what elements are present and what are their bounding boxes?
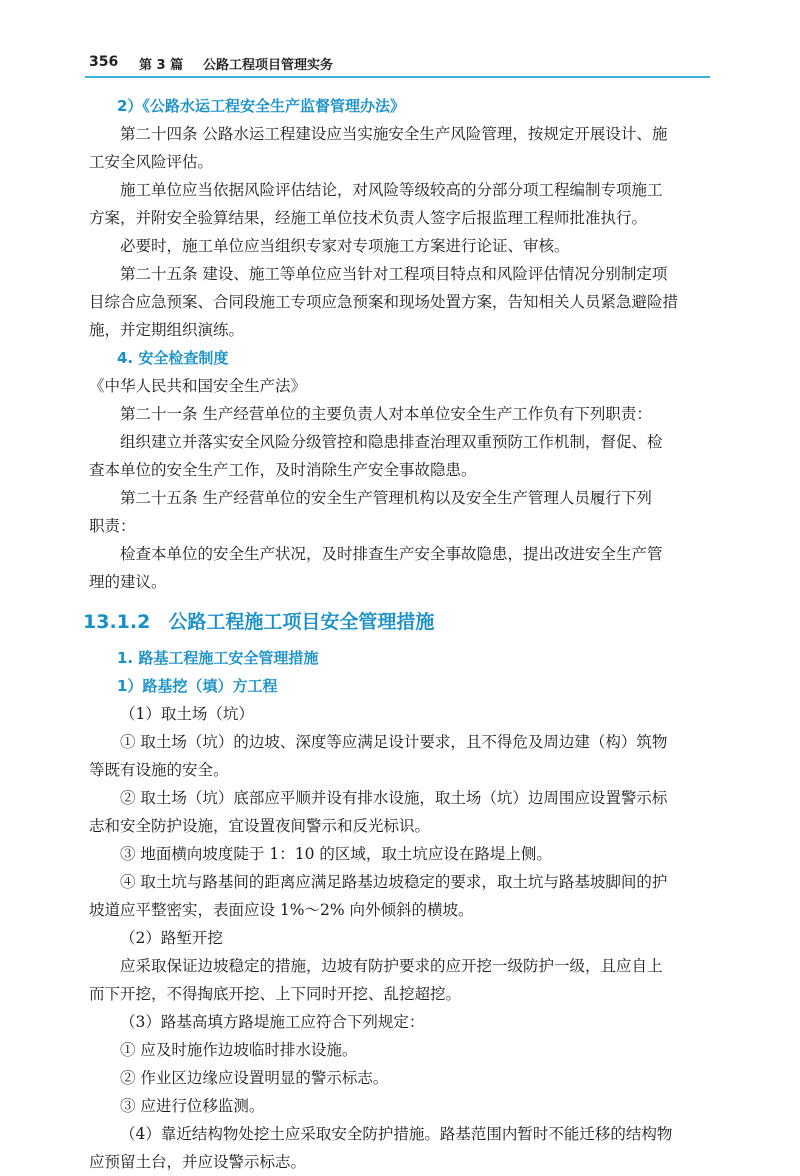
paragraph-line: 第二十一条 生产经营单位的主要负责人对本单位安全生产工作负有下列职责： xyxy=(120,405,652,423)
section-number: 13.1.2 xyxy=(83,611,151,633)
paragraph-line: 而下开挖，不得掏底开挖、上下同时开挖、乱挖超挖。 xyxy=(89,985,462,1003)
paragraph-line: 应采取保证边坡稳定的措施，边坡有防护要求的应开挖一级防护一级，且应自上 xyxy=(120,957,663,975)
paragraph-line: 查本单位的安全生产工作，及时消除生产安全事故隐患。 xyxy=(89,461,477,479)
paragraph-line: 工安全风险评估。 xyxy=(89,153,214,171)
paragraph-line: 第二十五条 建设、施工等单位应当针对工程项目特点和风险评估情况分别制定项 xyxy=(120,265,668,283)
paragraph-line: 方案，并附安全验算结果，经施工单位技术负责人签字后报监理工程师批准执行。 xyxy=(89,209,648,227)
page-number: 356 xyxy=(89,54,119,70)
heading-excavation: 1）路基挖（填）方工程 xyxy=(117,677,278,695)
paragraph-line: 志和安全防护设施，宜设置夜间警示和反光标识。 xyxy=(89,817,431,835)
book-title: 公路工程项目管理实务 xyxy=(203,58,334,73)
paragraph-line: ① 取土场（坑）的边坡、深度等应满足设计要求，且不得危及周边建（构）筑物 xyxy=(120,733,668,751)
section-title: 公路工程施工项目安全管理措施 xyxy=(168,611,435,633)
paragraph-line: ① 应及时施作边坡临时排水设施。 xyxy=(120,1041,358,1059)
heading-regulation: 2）《公路水运工程安全生产监督管理办法》 xyxy=(117,97,405,115)
paragraph-line: 目综合应急预案、合同段施工专项应急预案和现场处置方案，告知相关人员紧急避险措 xyxy=(89,293,679,311)
paragraph-line: 必要时，施工单位应当组织专家对专项施工方案进行论证、审核。 xyxy=(120,237,570,255)
paragraph-line: 施，并定期组织演练。 xyxy=(89,321,245,339)
paragraph-line: ③ 地面横向坡度陡于 1：10 的区域，取土坑应设在路堤上侧。 xyxy=(120,845,552,863)
paragraph-line: 施工单位应当依据风险评估结论，对风险等级较高的分部分项工程编制专项施工 xyxy=(120,181,663,199)
part-label: 第 3 篇 xyxy=(139,58,184,73)
subsection-label: （3）路基高填方路堤施工应符合下列规定： xyxy=(120,1013,425,1031)
paragraph-line: 检查本单位的安全生产状况，及时排查生产安全事故隐患，提出改进安全生产管 xyxy=(120,545,663,563)
paragraph-line: ④ 取土坑与路基间的距离应满足路基边坡稳定的要求，取土坑与路基坡脚间的护 xyxy=(120,873,668,891)
paragraph-line: ② 作业区边缘应设置明显的警示标志。 xyxy=(120,1069,389,1087)
paragraph-line: ③ 应进行位移监测。 xyxy=(120,1097,265,1115)
subsection-label: （2）路堑开挖 xyxy=(120,929,223,947)
paragraph-line: 等既有设施的安全。 xyxy=(89,761,229,779)
heading-inspection-system: 4. 安全检查制度 xyxy=(117,349,229,367)
header-rule xyxy=(85,76,710,78)
paragraph-line: 理的建议。 xyxy=(89,573,167,591)
section-heading xyxy=(83,600,714,644)
paragraph-line: 职责： xyxy=(89,517,136,535)
subsection-label: （1）取土场（坑） xyxy=(120,705,254,723)
paragraph-line: 第二十五条 生产经营单位的安全生产管理机构以及安全生产管理人员履行下列 xyxy=(120,489,652,507)
paragraph-line: ② 取土场（坑）底部应平顺并设有排水设施，取土场（坑）边周围应设置警示标 xyxy=(120,789,668,807)
paragraph-line: 组织建立并落实安全风险分级管控和隐患排查治理双重预防工作机制，督促、检 xyxy=(120,433,663,451)
paragraph-line: 第二十四条 公路水运工程建设应当实施安全生产风险管理，按规定开展设计、施 xyxy=(120,125,668,143)
page-content xyxy=(83,92,714,1176)
paragraph-line: （4）靠近结构物处挖土应采取安全防护措施。路基范围内暂时不能迁移的结构物 xyxy=(120,1125,673,1143)
heading-roadbed: 1. 路基工程施工安全管理措施 xyxy=(117,649,319,667)
paragraph-line: 应预留土台，并应设警示标志。 xyxy=(89,1153,307,1171)
law-title: 《中华人民共和国安全生产法》 xyxy=(89,377,307,395)
paragraph-line: 坡道应平整密实，表面应设 1%～2% 向外倾斜的横坡。 xyxy=(89,901,474,919)
